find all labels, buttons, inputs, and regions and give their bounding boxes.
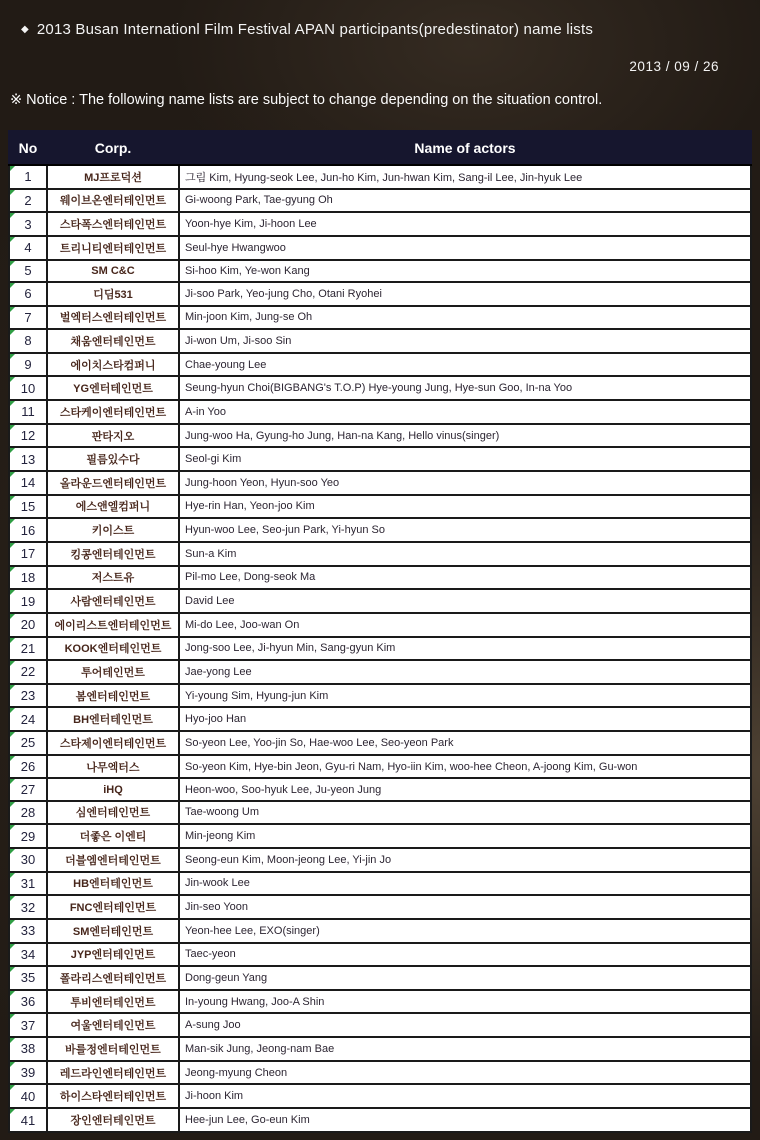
row-number-cell xyxy=(9,660,47,684)
table-row xyxy=(9,990,751,1014)
table-row xyxy=(9,1108,751,1132)
row-corp-cell: 판타지오 xyxy=(47,424,179,448)
excel-corner-marker-icon xyxy=(10,261,15,266)
table-row xyxy=(9,895,751,919)
diamond-bullet-icon: ◆ xyxy=(21,24,29,35)
row-number-cell xyxy=(9,613,47,637)
row-corp-cell: 하이스타엔터테인먼트 xyxy=(47,1084,179,1108)
date-label: 2013 / 09 / 26 xyxy=(629,59,719,74)
row-number-cell xyxy=(9,919,47,943)
row-actors-cell: Jin-wook Lee xyxy=(179,872,751,896)
row-number: 18 xyxy=(20,569,36,585)
row-number: 23 xyxy=(20,688,36,704)
row-number-cell xyxy=(9,731,47,755)
notice-text: ※ Notice : The following name lists are subject to change depending on the situation control. xyxy=(10,92,603,108)
row-actors-cell: Sun-a Kim xyxy=(179,542,751,566)
row-corp-cell: 트리니티엔터테인먼트 xyxy=(47,236,179,260)
participants-table xyxy=(8,130,752,1133)
row-actors-cell: Hye-rin Han, Yeon-joo Kim xyxy=(179,495,751,519)
table-row xyxy=(9,306,751,330)
excel-corner-marker-icon xyxy=(10,1014,15,1019)
row-actors-cell: Jin-seo Yoon xyxy=(179,895,751,919)
excel-corner-marker-icon xyxy=(10,873,15,878)
row-actors-cell: A-in Yoo xyxy=(179,400,751,424)
excel-corner-marker-icon xyxy=(10,896,15,901)
table-row xyxy=(9,613,751,637)
excel-corner-marker-icon xyxy=(10,354,15,359)
row-number: 17 xyxy=(20,546,36,562)
table-row xyxy=(9,707,751,731)
excel-corner-marker-icon xyxy=(10,779,15,784)
row-number-cell xyxy=(9,801,47,825)
row-number-cell xyxy=(9,260,47,282)
row-number-cell xyxy=(9,1061,47,1085)
table-row xyxy=(9,778,751,800)
excel-corner-marker-icon xyxy=(10,614,15,619)
table-row xyxy=(9,801,751,825)
row-number: 25 xyxy=(20,735,36,751)
excel-corner-marker-icon xyxy=(10,401,15,406)
row-number: 15 xyxy=(20,498,36,514)
row-number-cell xyxy=(9,824,47,848)
excel-corner-marker-icon xyxy=(10,825,15,830)
row-number: 22 xyxy=(20,664,36,680)
table-row xyxy=(9,755,751,779)
table-row xyxy=(9,1013,751,1037)
excel-corner-marker-icon xyxy=(10,496,15,501)
row-number: 13 xyxy=(20,451,36,467)
row-corp-cell: 투어테인먼트 xyxy=(47,660,179,684)
excel-corner-marker-icon xyxy=(10,756,15,761)
row-number-cell xyxy=(9,755,47,779)
table-row xyxy=(9,376,751,400)
row-corp-cell: 에이리스트엔터테인먼트 xyxy=(47,613,179,637)
table-row xyxy=(9,872,751,896)
row-actors-cell: Min-joon Kim, Jung-se Oh xyxy=(179,306,751,330)
table-row xyxy=(9,684,751,708)
row-actors-cell: Ji-hoon Kim xyxy=(179,1084,751,1108)
row-actors-cell: Taec-yeon xyxy=(179,943,751,967)
table-body xyxy=(9,165,751,1132)
row-number: 4 xyxy=(24,240,32,256)
row-number-cell xyxy=(9,447,47,471)
row-number-cell xyxy=(9,990,47,1014)
row-number: 14 xyxy=(20,475,36,491)
row-actors-cell: Hyo-joo Han xyxy=(179,707,751,731)
row-actors-cell: David Lee xyxy=(179,589,751,613)
row-corp-cell: 바를정엔터테인먼트 xyxy=(47,1037,179,1061)
row-number: 1 xyxy=(24,169,32,185)
excel-corner-marker-icon xyxy=(10,190,15,195)
excel-corner-marker-icon xyxy=(10,1085,15,1090)
row-number-cell xyxy=(9,376,47,400)
row-corp-cell: 장인엔터테인먼트 xyxy=(47,1108,179,1132)
row-number: 19 xyxy=(20,593,36,609)
excel-corner-marker-icon xyxy=(10,377,15,382)
row-corp-cell: 폴라리스엔터테인먼트 xyxy=(47,966,179,990)
row-number: 24 xyxy=(20,711,36,727)
row-actors-cell: A-sung Joo xyxy=(179,1013,751,1037)
row-number-cell xyxy=(9,1013,47,1037)
row-number: 35 xyxy=(20,970,36,986)
row-actors-cell: Gi-woong Park, Tae-gyung Oh xyxy=(179,189,751,213)
row-number-cell xyxy=(9,518,47,542)
row-number: 27 xyxy=(20,782,36,797)
row-actors-cell: Seung-hyun Choi(BIGBANG's T.O.P) Hye-young Jung, Hye-sun Goo, In-na Yoo xyxy=(179,376,751,400)
row-number-cell xyxy=(9,424,47,448)
table-row xyxy=(9,447,751,471)
excel-corner-marker-icon xyxy=(10,283,15,288)
table-row xyxy=(9,542,751,566)
row-number: 20 xyxy=(20,617,36,633)
row-number-cell xyxy=(9,471,47,495)
excel-corner-marker-icon xyxy=(10,567,15,572)
row-number-cell xyxy=(9,684,47,708)
table-row xyxy=(9,329,751,353)
row-number-cell xyxy=(9,400,47,424)
row-number-cell xyxy=(9,943,47,967)
table-row xyxy=(9,1037,751,1061)
row-number-cell xyxy=(9,542,47,566)
table-row xyxy=(9,919,751,943)
row-corp-cell: BH엔터테인먼트 xyxy=(47,707,179,731)
row-number: 33 xyxy=(20,923,36,939)
row-corp-cell: 투비엔터테인먼트 xyxy=(47,990,179,1014)
row-corp-cell: 벌엑터스엔터테인먼트 xyxy=(47,306,179,330)
table-row xyxy=(9,424,751,448)
row-actors-cell: Seol-gi Kim xyxy=(179,447,751,471)
row-actors-cell: Si-hoo Kim, Ye-won Kang xyxy=(179,260,751,282)
row-actors-cell: Yi-young Sim, Hyung-jun Kim xyxy=(179,684,751,708)
table-row xyxy=(9,824,751,848)
row-number-cell xyxy=(9,1084,47,1108)
row-number-cell xyxy=(9,1037,47,1061)
excel-corner-marker-icon xyxy=(10,543,15,548)
excel-corner-marker-icon xyxy=(10,330,15,335)
row-actors-cell: Man-sik Jung, Jeong-nam Bae xyxy=(179,1037,751,1061)
row-actors-cell: Chae-young Lee xyxy=(179,353,751,377)
row-number: 2 xyxy=(24,192,32,208)
row-corp-cell: 봄엔터테인먼트 xyxy=(47,684,179,708)
row-number: 34 xyxy=(20,946,36,962)
column-header-corp: Corp. xyxy=(47,131,179,165)
row-corp-cell: FNC엔터테인먼트 xyxy=(47,895,179,919)
row-number: 30 xyxy=(20,852,36,868)
excel-corner-marker-icon xyxy=(10,519,15,524)
row-number-cell xyxy=(9,306,47,330)
table-row xyxy=(9,637,751,661)
table-row xyxy=(9,189,751,213)
excel-corner-marker-icon xyxy=(10,638,15,643)
excel-corner-marker-icon xyxy=(10,237,15,242)
excel-corner-marker-icon xyxy=(10,425,15,430)
table-row xyxy=(9,566,751,590)
table-row xyxy=(9,966,751,990)
row-number: 36 xyxy=(20,994,36,1010)
row-actors-cell: Yeon-hee Lee, EXO(singer) xyxy=(179,919,751,943)
row-number: 28 xyxy=(20,804,36,820)
row-number: 7 xyxy=(24,309,32,325)
excel-corner-marker-icon xyxy=(10,849,15,854)
row-actors-cell: In-young Hwang, Joo-A Shin xyxy=(179,990,751,1014)
row-number: 21 xyxy=(20,640,36,656)
row-corp-cell: 나무엑터스 xyxy=(47,755,179,779)
row-number: 38 xyxy=(20,1041,36,1057)
row-number-cell xyxy=(9,212,47,236)
row-corp-cell: 디딤531 xyxy=(47,282,179,306)
row-corp-cell: HB엔터테인먼트 xyxy=(47,872,179,896)
row-number: 16 xyxy=(20,522,36,538)
column-header-actors: Name of actors xyxy=(179,131,751,165)
excel-corner-marker-icon xyxy=(10,708,15,713)
row-number-cell xyxy=(9,189,47,213)
row-number: 3 xyxy=(24,216,32,232)
row-corp-cell: 웨이브온엔터테인먼트 xyxy=(47,189,179,213)
row-actors-cell: Min-jeong Kim xyxy=(179,824,751,848)
excel-corner-marker-icon xyxy=(10,802,15,807)
row-number-cell xyxy=(9,329,47,353)
row-corp-cell: YG엔터테인먼트 xyxy=(47,376,179,400)
table-row xyxy=(9,471,751,495)
row-corp-cell: iHQ xyxy=(47,778,179,800)
row-corp-cell: 필름있수다 xyxy=(47,447,179,471)
row-actors-cell: Tae-woong Um xyxy=(179,801,751,825)
row-number: 39 xyxy=(20,1065,36,1081)
row-number: 29 xyxy=(20,828,36,844)
table-row xyxy=(9,518,751,542)
row-actors-cell: Jeong-myung Cheon xyxy=(179,1061,751,1085)
table-row xyxy=(9,400,751,424)
row-number-cell xyxy=(9,165,47,189)
row-number: 32 xyxy=(20,899,36,915)
row-number-cell xyxy=(9,872,47,896)
row-corp-cell: MJ프로덕션 xyxy=(47,165,179,189)
excel-corner-marker-icon xyxy=(10,1109,15,1114)
table-row xyxy=(9,353,751,377)
row-actors-cell: Seong-eun Kim, Moon-jeong Lee, Yi-jin Jo xyxy=(179,848,751,872)
row-actors-cell: Pil-mo Lee, Dong-seok Ma xyxy=(179,566,751,590)
row-number: 10 xyxy=(20,380,36,396)
row-number: 41 xyxy=(20,1112,36,1128)
row-corp-cell: 더좋은 이엔티 xyxy=(47,824,179,848)
row-actors-cell: Dong-geun Yang xyxy=(179,966,751,990)
page-title-line xyxy=(21,21,593,38)
row-actors-cell: Seul-hye Hwangwoo xyxy=(179,236,751,260)
table-header-row xyxy=(9,131,751,165)
excel-corner-marker-icon xyxy=(10,732,15,737)
row-number-cell xyxy=(9,895,47,919)
page-title: 2013 Busan Internationl Film Festival APAN participants(predestinator) name lists xyxy=(36,21,594,38)
table-row xyxy=(9,212,751,236)
row-corp-cell: 에이치스타컴퍼니 xyxy=(47,353,179,377)
excel-corner-marker-icon xyxy=(10,590,15,595)
row-number: 5 xyxy=(24,263,32,279)
row-number-cell xyxy=(9,1108,47,1132)
excel-corner-marker-icon xyxy=(10,166,15,171)
row-number-cell xyxy=(9,848,47,872)
row-number: 37 xyxy=(20,1017,36,1033)
row-number-cell xyxy=(9,589,47,613)
row-corp-cell: 스타제이엔터테인먼트 xyxy=(47,731,179,755)
row-number: 9 xyxy=(24,357,32,373)
table-row xyxy=(9,660,751,684)
row-corp-cell: 심엔터테인먼트 xyxy=(47,801,179,825)
excel-corner-marker-icon xyxy=(10,1062,15,1067)
row-actors-cell: Jong-soo Lee, Ji-hyun Min, Sang-gyun Kim xyxy=(179,637,751,661)
row-actors-cell: So-yeon Lee, Yoo-jin So, Hae-woo Lee, Seo-yeon Park xyxy=(179,731,751,755)
excel-corner-marker-icon xyxy=(10,944,15,949)
row-corp-cell: 저스트유 xyxy=(47,566,179,590)
row-actors-cell: 그림 Kim, Hyung-seok Lee, Jun-ho Kim, Jun-hwan Kim, Sang-il Lee, Jin-hyuk Lee xyxy=(179,165,751,189)
row-actors-cell: Heon-woo, Soo-hyuk Lee, Ju-yeon Jung xyxy=(179,778,751,800)
row-actors-cell: So-yeon Kim, Hye-bin Jeon, Gyu-ri Nam, Hyo-iin Kim, woo-hee Cheon, A-joong Kim, Gu-won xyxy=(179,755,751,779)
excel-corner-marker-icon xyxy=(10,1038,15,1043)
table-row xyxy=(9,165,751,189)
row-corp-cell: 올라운드엔터테인먼트 xyxy=(47,471,179,495)
row-actors-cell: Mi-do Lee, Joo-wan On xyxy=(179,613,751,637)
table-row xyxy=(9,260,751,282)
row-number: 40 xyxy=(20,1088,36,1104)
excel-corner-marker-icon xyxy=(10,448,15,453)
row-corp-cell: KOOK엔터테인먼트 xyxy=(47,637,179,661)
row-number: 8 xyxy=(24,333,32,349)
row-actors-cell: Hee-jun Lee, Go-eun Kim xyxy=(179,1108,751,1132)
row-number-cell xyxy=(9,637,47,661)
row-number: 31 xyxy=(20,875,36,891)
table-row xyxy=(9,1084,751,1108)
row-number-cell xyxy=(9,707,47,731)
row-corp-cell: 채움엔터테인먼트 xyxy=(47,329,179,353)
row-number-cell xyxy=(9,778,47,800)
table-row xyxy=(9,731,751,755)
row-number: 12 xyxy=(20,428,36,444)
excel-corner-marker-icon xyxy=(10,472,15,477)
row-actors-cell: Jung-woo Ha, Gyung-ho Jung, Han-na Kang, Hello vinus(singer) xyxy=(179,424,751,448)
row-number-cell xyxy=(9,966,47,990)
row-actors-cell: Jung-hoon Yeon, Hyun-soo Yeo xyxy=(179,471,751,495)
row-number-cell xyxy=(9,353,47,377)
row-corp-cell: 여울엔터테인먼트 xyxy=(47,1013,179,1037)
excel-corner-marker-icon xyxy=(10,991,15,996)
row-corp-cell: SM엔터테인먼트 xyxy=(47,919,179,943)
row-corp-cell: 키이스트 xyxy=(47,518,179,542)
excel-corner-marker-icon xyxy=(10,967,15,972)
excel-corner-marker-icon xyxy=(10,685,15,690)
row-corp-cell: 스타폭스엔터테인먼트 xyxy=(47,212,179,236)
row-corp-cell: 에스앤엘컴퍼니 xyxy=(47,495,179,519)
table-row xyxy=(9,495,751,519)
row-corp-cell: 스타케이엔터테인먼트 xyxy=(47,400,179,424)
row-number: 11 xyxy=(21,404,35,420)
row-corp-cell: 레드라인엔터테인먼트 xyxy=(47,1061,179,1085)
excel-corner-marker-icon xyxy=(10,307,15,312)
row-corp-cell: 더블엠엔터테인먼트 xyxy=(47,848,179,872)
excel-corner-marker-icon xyxy=(10,920,15,925)
table-row xyxy=(9,236,751,260)
table-row xyxy=(9,943,751,967)
table-row xyxy=(9,589,751,613)
row-number: 6 xyxy=(24,286,32,302)
row-corp-cell: 사람엔터테인먼트 xyxy=(47,589,179,613)
table-row xyxy=(9,848,751,872)
table-row xyxy=(9,282,751,306)
row-number-cell xyxy=(9,282,47,306)
excel-corner-marker-icon xyxy=(10,213,15,218)
row-number: 26 xyxy=(20,759,36,775)
row-corp-cell: SM C&C xyxy=(47,260,179,282)
row-actors-cell: Hyun-woo Lee, Seo-jun Park, Yi-hyun So xyxy=(179,518,751,542)
excel-corner-marker-icon xyxy=(10,661,15,666)
table-row xyxy=(9,1061,751,1085)
row-number-cell xyxy=(9,566,47,590)
row-actors-cell: Yoon-hye Kim, Ji-hoon Lee xyxy=(179,212,751,236)
row-actors-cell: Ji-won Um, Ji-soo Sin xyxy=(179,329,751,353)
row-corp-cell: 킹콩엔터테인먼트 xyxy=(47,542,179,566)
column-header-no: No xyxy=(9,131,47,165)
row-actors-cell: Jae-yong Lee xyxy=(179,660,751,684)
row-actors-cell: Ji-soo Park, Yeo-jung Cho, Otani Ryohei xyxy=(179,282,751,306)
row-number-cell xyxy=(9,495,47,519)
row-corp-cell: JYP엔터테인먼트 xyxy=(47,943,179,967)
row-number-cell xyxy=(9,236,47,260)
